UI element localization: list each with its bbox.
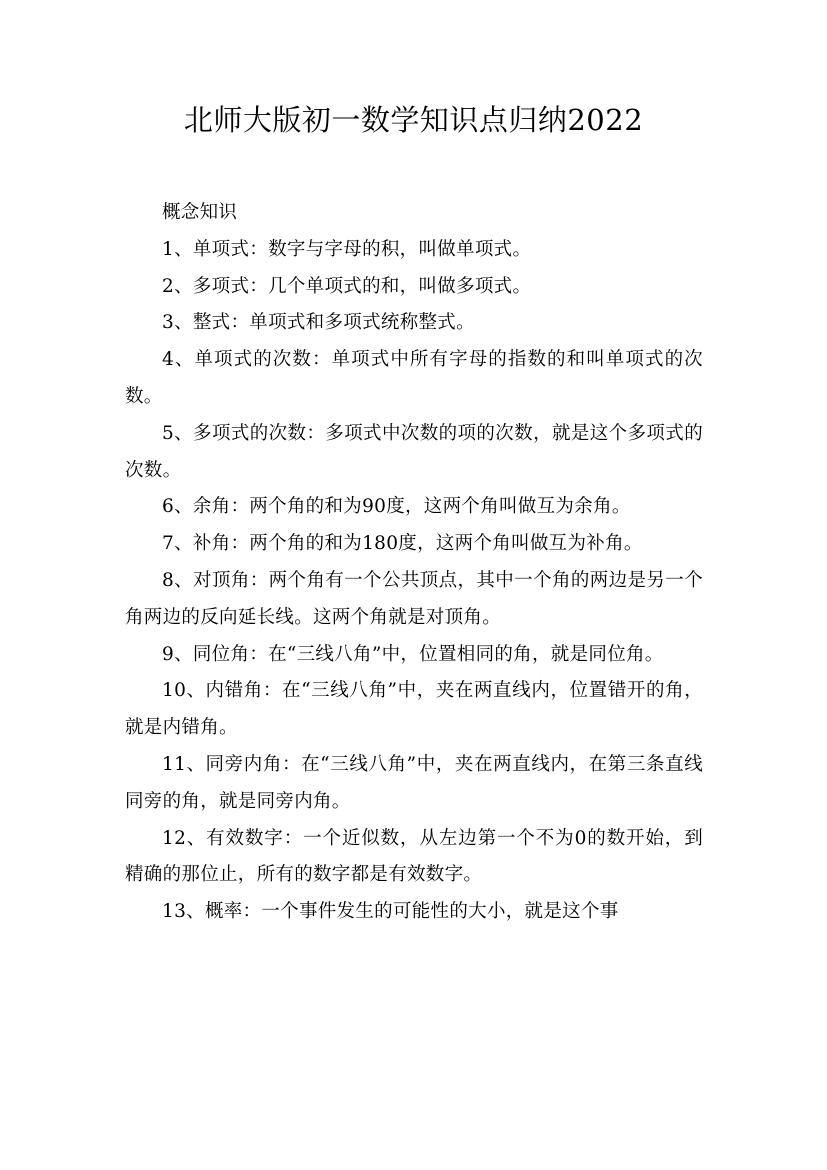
paragraph: 8、对顶角：两个角有一个公共顶点，其中一个角的两边是另一个角两边的反向延长线。这两个角就是对顶角。 (125, 569, 703, 628)
paragraph: 5、多项式的次数：多项式中次数的项的次数，就是这个多项式的次数。 (125, 422, 703, 481)
paragraph: 13、概率：一个事件发生的可能性的大小，就是这个事 (162, 901, 619, 923)
document-title: 北师大版初一数学知识点归纳2022 (183, 103, 644, 137)
document-body (125, 195, 703, 931)
paragraph: 4、单项式的次数：单项式中所有字母的指数的和叫单项式的次数。 (125, 349, 703, 407)
paragraph: 1、单项式：数字与字母的积，叫做单项式。 (162, 238, 532, 260)
paragraph: 6、余角：两个角的和为90度，这两个角叫做互为余角。 (162, 496, 631, 518)
paragraph: 9、同位角：在“三线八角”中，位置相同的角，就是同位角。 (162, 643, 664, 665)
paragraph: 7、补角：两个角的和为180度，这两个角叫做互为补角。 (162, 533, 643, 555)
paragraph: 2、多项式：几个单项式的和，叫做多项式。 (162, 275, 532, 297)
paragraph: 12、有效数字：一个近似数，从左边第一个不为0的数开始，到精确的那位止，所有的数字都是有效数字。 (125, 827, 703, 886)
paragraph: 11、同旁内角：在“三线八角”中，夹在两直线内，在第三条直线同旁的角，就是同旁内角。 (125, 753, 703, 812)
paragraph: 3、整式：单项式和多项式统称整式。 (162, 312, 475, 334)
paragraph: 10、内错角：在“三线八角”中，夹在两直线内，位置错开的角，就是内错角。 (125, 680, 703, 739)
section-heading: 概念知识 (162, 202, 238, 223)
